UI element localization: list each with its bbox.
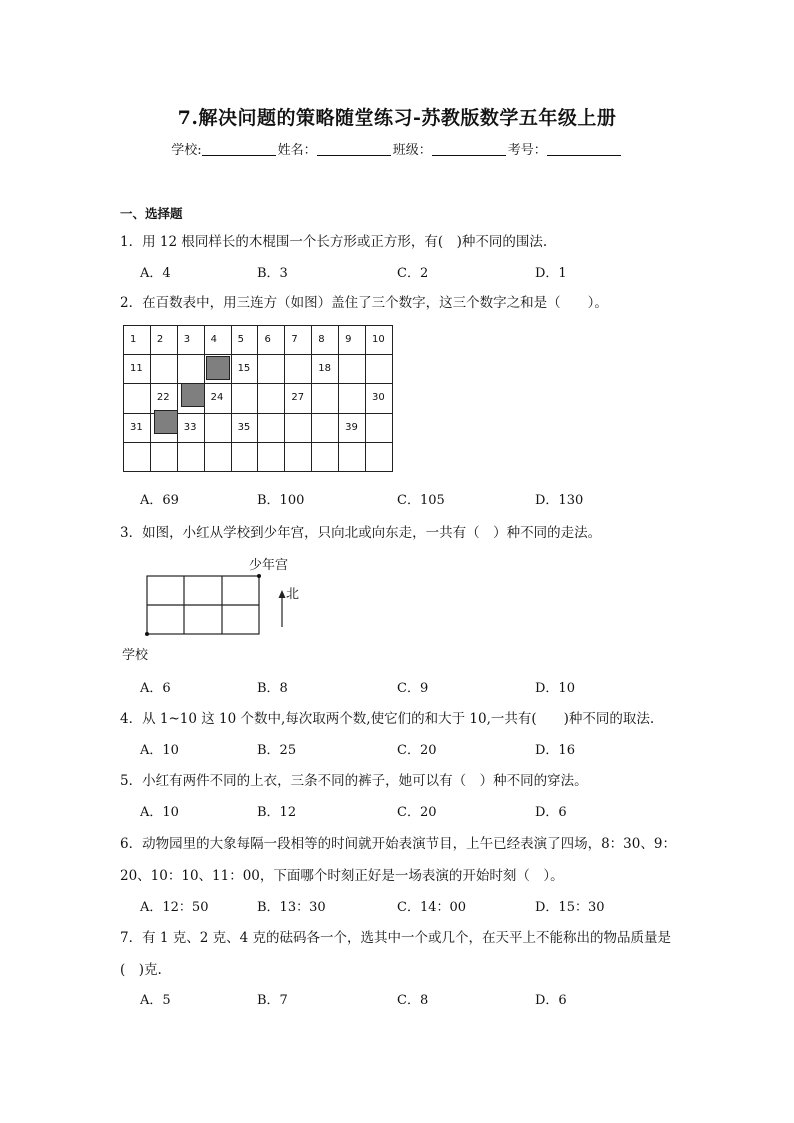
grid-number: 3	[183, 334, 191, 345]
north-arrow-head	[279, 590, 286, 598]
grid-cell	[312, 326, 339, 355]
option-b: B．25	[257, 743, 297, 758]
grid-cell	[124, 326, 151, 355]
grid-number: 18	[318, 363, 331, 375]
grid-cell	[150, 326, 177, 355]
end-point	[257, 574, 261, 578]
option-a: A．12：50	[140, 900, 209, 915]
grid-cell	[258, 326, 285, 355]
grid-cell	[339, 413, 366, 442]
option-c: C．8	[397, 993, 429, 1008]
grid-cell	[285, 355, 312, 384]
grid-number: 6	[264, 334, 271, 345]
grid-number: 30	[372, 392, 385, 404]
grid-cell	[204, 413, 231, 442]
option-c: C．20	[397, 805, 437, 820]
grid-cell	[339, 442, 366, 471]
hundred-chart	[123, 325, 393, 472]
grid-cell	[339, 355, 366, 384]
grid-number: 27	[291, 392, 305, 404]
grid-cell	[339, 326, 366, 355]
grid-cell	[285, 442, 312, 471]
grid-cell	[177, 413, 204, 442]
grid-number: 7	[291, 334, 298, 345]
grid-cell	[177, 326, 204, 355]
grid-number: 39	[345, 421, 358, 433]
section-heading: 一、选择题	[120, 206, 183, 221]
question-1: 1．用 12 根同样长的木棍围一个长方形或正方形，有( )种不同的围法.	[120, 234, 548, 250]
grid-number: 10	[372, 334, 385, 345]
grid-cell	[177, 355, 204, 384]
grid-cell	[258, 442, 285, 471]
grid-number: 24	[210, 392, 224, 404]
start-point	[145, 632, 149, 636]
option-d: D．1	[535, 266, 567, 281]
grid-cell	[231, 384, 258, 413]
grid-cell	[124, 413, 151, 442]
grid-cell	[258, 413, 285, 442]
grid-cell	[231, 355, 258, 384]
option-b: B．13：30	[257, 900, 326, 915]
school-blank[interactable]	[202, 142, 276, 156]
grid-cell	[366, 413, 393, 442]
grid-number: 8	[318, 334, 325, 345]
grid-cell	[285, 326, 312, 355]
exam-no-blank[interactable]	[547, 142, 621, 156]
grid-cell	[204, 326, 231, 355]
question-6: 6．动物园里的大象每隔一段相等的时间就开始表演节目，上午已经表演了四场，8：30、9：	[120, 836, 676, 852]
option-d: D．15：30	[535, 900, 605, 915]
grid-cell	[258, 384, 285, 413]
option-d: D．6	[535, 805, 567, 820]
grid-cell	[231, 413, 258, 442]
grid-cell	[231, 442, 258, 471]
grid-row	[124, 442, 393, 471]
grid-cell	[124, 384, 151, 413]
grid-cell	[312, 413, 339, 442]
covered-cell	[154, 410, 178, 434]
option-c: C．14：00	[397, 900, 467, 915]
option-b: B．7	[257, 993, 288, 1008]
question-4: 4．从 1~10 这 10 个数中,每次取两个数,使它们的和大于 10,一共有( )种不同的取法.	[120, 711, 655, 727]
option-d: D．10	[535, 681, 575, 696]
option-c: C．105	[397, 493, 445, 508]
grid-cell	[204, 442, 231, 471]
grid-number: 31	[130, 421, 143, 433]
option-a: A．4	[140, 266, 171, 281]
option-c: C．2	[397, 266, 429, 281]
exam-no-label: 考号：	[507, 143, 547, 158]
grid-number: 11	[130, 363, 143, 375]
option-c: C．20	[397, 743, 437, 758]
option-b: B．8	[257, 681, 288, 696]
grid-cell	[339, 384, 366, 413]
option-d: D．16	[535, 743, 575, 758]
grid-number: 15	[237, 363, 251, 375]
route-grid	[147, 576, 259, 634]
question-2: 2．在百数表中，用三连方（如图）盖住了三个数字，这三个数字之和是（ ）。	[120, 295, 608, 311]
grid-number: 5	[237, 334, 244, 345]
class-label: 班级：	[392, 143, 432, 158]
question-7-continued: ( )克.	[120, 962, 162, 978]
grid-cell	[258, 355, 285, 384]
grid-cell	[366, 326, 393, 355]
grid-number: 4	[210, 334, 218, 345]
question-3: 3．如图，小红从学校到少年宫，只向北或向东走，一共有（ ）种不同的走法。	[120, 525, 602, 541]
label-north: 北	[286, 587, 300, 602]
option-b: B．100	[257, 493, 305, 508]
option-a: A．5	[140, 993, 171, 1008]
grid-cell	[312, 442, 339, 471]
grid-cell	[312, 355, 339, 384]
class-blank[interactable]	[432, 142, 506, 156]
grid-cell	[124, 442, 151, 471]
student-info-line	[0, 139, 794, 158]
grid-cell	[285, 413, 312, 442]
grid-cell	[366, 442, 393, 471]
grid-number: 9	[345, 334, 352, 345]
grid-cell	[204, 384, 231, 413]
option-a: A．10	[140, 743, 179, 758]
grid-cell	[177, 442, 204, 471]
grid-cell	[312, 384, 339, 413]
question-6-continued: 20、10：10、11：00，下面哪个时刻正好是一场表演的开始时刻（ ）。	[120, 868, 564, 884]
option-d: D．130	[535, 493, 584, 508]
covered-cell	[181, 383, 205, 407]
option-a: A．69	[140, 493, 179, 508]
question-5: 5．小红有两件不同的上衣，三条不同的裤子，她可以有（ ）种不同的穿法。	[120, 773, 588, 789]
grid-cell	[124, 355, 151, 384]
name-blank[interactable]	[317, 142, 391, 156]
grid-row	[124, 355, 393, 384]
question-7: 7．有 1 克、2 克、4 克的砝码各一个，选其中一个或几个，在天平上不能称出的物品质量是	[120, 930, 672, 946]
label-school: 学校	[122, 648, 149, 663]
grid-cell	[150, 355, 177, 384]
name-label: 姓名：	[277, 143, 317, 158]
option-b: B．12	[257, 805, 297, 820]
covered-cell	[206, 356, 230, 380]
grid-cell	[285, 384, 312, 413]
option-b: B．3	[257, 266, 288, 281]
page-title: 7.解决问题的策略随堂练习-苏教版数学五年级上册	[177, 107, 617, 129]
option-d: D．6	[535, 993, 567, 1008]
option-c: C．9	[397, 681, 429, 696]
grid-cell	[150, 442, 177, 471]
option-a: A．6	[140, 681, 171, 696]
grid-row	[124, 326, 393, 355]
grid-cell	[231, 326, 258, 355]
grid-number: 1	[130, 334, 137, 345]
grid-number: 35	[237, 421, 251, 433]
grid-cell	[366, 355, 393, 384]
grid-row	[124, 384, 393, 413]
grid-cell	[150, 384, 177, 413]
grid-number: 33	[183, 421, 197, 433]
grid-number: 22	[156, 392, 170, 404]
school-label: 学校:	[171, 143, 202, 158]
label-youth-palace: 少年宫	[249, 558, 289, 573]
option-a: A．10	[140, 805, 179, 820]
grid-number: 2	[156, 334, 164, 345]
grid-cell	[366, 384, 393, 413]
